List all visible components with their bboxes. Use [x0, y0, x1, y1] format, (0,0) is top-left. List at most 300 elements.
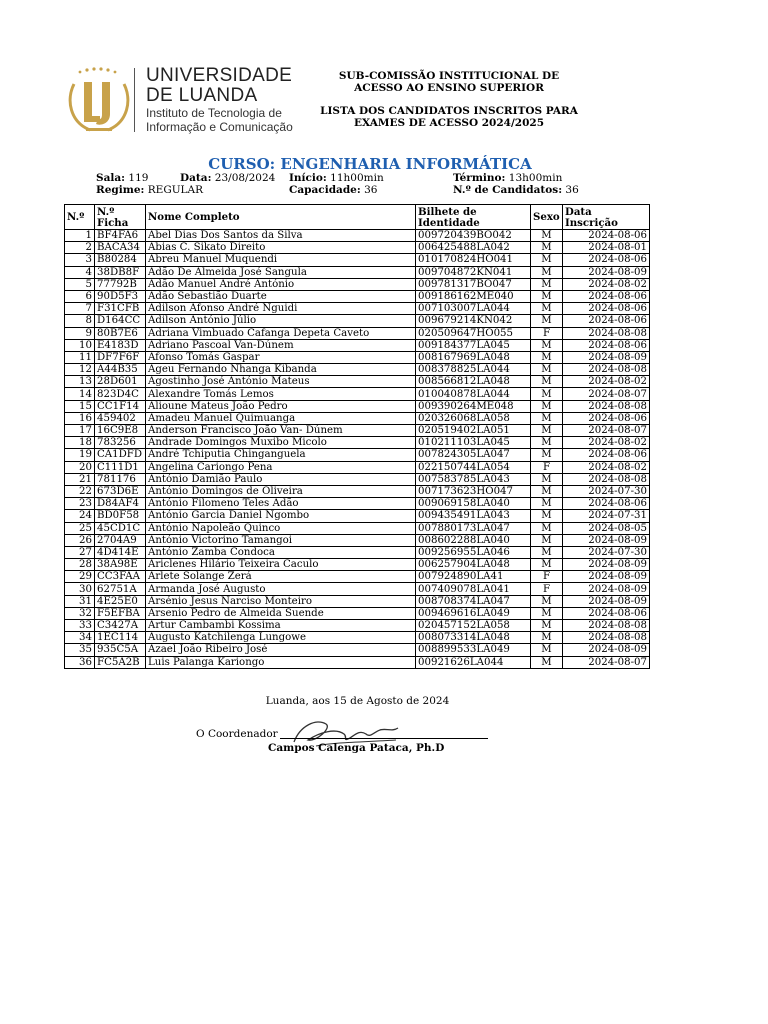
table-row: [65, 327, 650, 339]
table-row: [65, 461, 650, 473]
candidates-label: N.º de Candidatos:: [453, 184, 563, 196]
cell-name: António Domingos de Oliveira: [146, 485, 416, 497]
cell-sex: M: [531, 522, 563, 534]
cell-number: 29: [65, 571, 95, 583]
commission-header: [320, 70, 578, 94]
candidates-table: [64, 204, 650, 669]
cell-name: André Tchiputia Chinganguela: [146, 449, 416, 461]
cell-number: 6: [65, 290, 95, 302]
cell-name: Angelina Cariongo Pena: [146, 461, 416, 473]
cell-id: 009720439BO042: [416, 230, 531, 242]
list-title-line2: EXAMES DE ACESSO 2024/2025: [353, 117, 545, 129]
cell-id: 009390264ME048: [416, 400, 531, 412]
cell-sex: M: [531, 388, 563, 400]
cell-date: 2024-08-09: [563, 595, 650, 607]
date-info: [180, 172, 275, 184]
cell-sex: M: [531, 290, 563, 302]
cell-id: 008167969LA048: [416, 351, 531, 363]
table-row: [65, 339, 650, 351]
cell-number: 21: [65, 473, 95, 485]
cell-date: 2024-07-30: [563, 485, 650, 497]
table-row: [65, 595, 650, 607]
cell-date: 2024-08-07: [563, 656, 650, 668]
cell-id: 007409078LA041: [416, 583, 531, 595]
cell-id: 007880173LA047: [416, 522, 531, 534]
cell-id: 007924890LA41: [416, 571, 531, 583]
cell-name: Adão Sebastião Duarte: [146, 290, 416, 302]
table-row: [65, 351, 650, 363]
cell-sex: M: [531, 376, 563, 388]
cell-ficha: 90D5F3: [95, 290, 146, 302]
table-row: [65, 583, 650, 595]
cell-sex: M: [531, 534, 563, 546]
cell-id: 022150744LA054: [416, 461, 531, 473]
cell-sex: M: [531, 656, 563, 668]
table-row: [65, 412, 650, 424]
cell-ficha: B80284: [95, 254, 146, 266]
cell-id: 008602288LA040: [416, 534, 531, 546]
cell-date: 2024-08-08: [563, 632, 650, 644]
cell-name: Anderson Francisco João Van- Dúnem: [146, 425, 416, 437]
header-date: Data Inscrição: [563, 205, 650, 230]
cell-id: 020509647HO055: [416, 327, 531, 339]
cell-name: Artur Cambambi Kossima: [146, 620, 416, 632]
cell-sex: F: [531, 327, 563, 339]
cell-number: 1: [65, 230, 95, 242]
cell-id: 009184377LA045: [416, 339, 531, 351]
cell-ficha: FC5A2B: [95, 656, 146, 668]
cell-id: 009704872KN041: [416, 266, 531, 278]
table-row: [65, 315, 650, 327]
cell-name: António Zamba Condoca: [146, 546, 416, 558]
cell-id: 009781317BO047: [416, 278, 531, 290]
cell-sex: M: [531, 412, 563, 424]
cell-id: 010211103LA045: [416, 437, 531, 449]
cell-sex: M: [531, 546, 563, 558]
cell-ficha: 781176: [95, 473, 146, 485]
cell-sex: M: [531, 315, 563, 327]
cell-sex: M: [531, 473, 563, 485]
cell-date: 2024-08-09: [563, 534, 650, 546]
cell-ficha: 62751A: [95, 583, 146, 595]
cell-number: 36: [65, 656, 95, 668]
cell-number: 24: [65, 510, 95, 522]
cell-number: 19: [65, 449, 95, 461]
cell-sex: M: [531, 510, 563, 522]
cell-number: 5: [65, 278, 95, 290]
room-info: [96, 172, 148, 184]
table-row: [65, 254, 650, 266]
cell-ficha: DF7F6F: [95, 351, 146, 363]
cell-sex: M: [531, 644, 563, 656]
cell-date: 2024-08-06: [563, 254, 650, 266]
table-row: [65, 607, 650, 619]
cell-id: 007103007LA044: [416, 303, 531, 315]
cell-ficha: F5EFBA: [95, 607, 146, 619]
cell-ficha: CC1F14: [95, 400, 146, 412]
cell-ficha: 77792B: [95, 278, 146, 290]
cell-number: 23: [65, 498, 95, 510]
cell-date: 2024-08-06: [563, 303, 650, 315]
university-logo-icon: [64, 66, 134, 136]
start-value: 11h00min: [330, 172, 384, 184]
cell-name: Adriana Vimbuado Cafanga Depeta Caveto: [146, 327, 416, 339]
table-row: [65, 437, 650, 449]
cell-ficha: 673D6E: [95, 485, 146, 497]
cell-ficha: BF4FA6: [95, 230, 146, 242]
institute-name-line1: Instituto de Tecnologia de: [146, 106, 282, 120]
signature-line: [280, 738, 488, 739]
regime-value: REGULAR: [147, 184, 204, 196]
cell-number: 22: [65, 485, 95, 497]
table-row: [65, 278, 650, 290]
cell-name: Ariclenes Hilário Teixeira Caculo: [146, 559, 416, 571]
cell-date: 2024-08-02: [563, 278, 650, 290]
cell-ficha: 80B7E6: [95, 327, 146, 339]
cell-number: 28: [65, 559, 95, 571]
regime-label: Regime:: [96, 184, 145, 196]
cell-number: 8: [65, 315, 95, 327]
logo-divider: [134, 68, 135, 132]
cell-ficha: 4E25E0: [95, 595, 146, 607]
cell-name: Armanda José Augusto: [146, 583, 416, 595]
cell-date: 2024-08-08: [563, 620, 650, 632]
end-label: Término:: [453, 172, 506, 184]
cell-number: 9: [65, 327, 95, 339]
cell-date: 2024-08-08: [563, 400, 650, 412]
cell-date: 2024-08-06: [563, 339, 650, 351]
cell-name: Ageu Fernando Nhanga Kibanda: [146, 364, 416, 376]
cell-sex: M: [531, 437, 563, 449]
cell-date: 2024-08-07: [563, 388, 650, 400]
cell-name: Azael João Ribeiro José: [146, 644, 416, 656]
cell-id: 009435491LA043: [416, 510, 531, 522]
cell-number: 35: [65, 644, 95, 656]
cell-ficha: 28D601: [95, 376, 146, 388]
cell-ficha: F31CFB: [95, 303, 146, 315]
cell-ficha: 38A98E: [95, 559, 146, 571]
cell-number: 17: [65, 425, 95, 437]
cell-number: 13: [65, 376, 95, 388]
table-row: [65, 230, 650, 242]
cell-ficha: 16C9E8: [95, 425, 146, 437]
cell-sex: M: [531, 339, 563, 351]
cell-id: 007173623HO047: [416, 485, 531, 497]
cell-ficha: BACA34: [95, 242, 146, 254]
cell-id: 008378825LA044: [416, 364, 531, 376]
cell-ficha: BD0F58: [95, 510, 146, 522]
cell-number: 18: [65, 437, 95, 449]
cell-name: António Napoleão Quinco: [146, 522, 416, 534]
cell-name: António Damião Paulo: [146, 473, 416, 485]
cell-ficha: 823D4C: [95, 388, 146, 400]
cell-name: Arlete Solange Zerá: [146, 571, 416, 583]
cell-sex: F: [531, 461, 563, 473]
cell-sex: M: [531, 266, 563, 278]
cell-sex: M: [531, 364, 563, 376]
table-row: [65, 388, 650, 400]
cell-id: 009069158LA040: [416, 498, 531, 510]
table-row: [65, 376, 650, 388]
header-sex: Sexo: [531, 205, 563, 230]
cell-id: 008566812LA048: [416, 376, 531, 388]
candidates-value: 36: [565, 184, 579, 196]
table-header-row: [65, 205, 650, 230]
cell-id: 006257904LA048: [416, 559, 531, 571]
cell-date: 2024-08-06: [563, 498, 650, 510]
cell-number: 33: [65, 620, 95, 632]
cell-name: Abias C. Sikato Direito: [146, 242, 416, 254]
cell-id: 007583785LA043: [416, 473, 531, 485]
commission-line2: ACESSO AO ENSINO SUPERIOR: [354, 82, 544, 94]
cell-sex: M: [531, 303, 563, 315]
start-label: Início:: [289, 172, 327, 184]
room-label: Sala:: [96, 172, 126, 184]
cell-sex: M: [531, 351, 563, 363]
table-row: [65, 522, 650, 534]
table-row: [65, 425, 650, 437]
regime-info: [96, 184, 203, 196]
cell-ficha: A44B35: [95, 364, 146, 376]
cell-number: 27: [65, 546, 95, 558]
cell-name: Andrade Domingos Muxibo Micolo: [146, 437, 416, 449]
table-row: [65, 559, 650, 571]
table-row: [65, 632, 650, 644]
cell-date: 2024-08-06: [563, 315, 650, 327]
cell-id: 008073314LA048: [416, 632, 531, 644]
cell-name: Alexandre Tomás Lemos: [146, 388, 416, 400]
header-ficha: N.º Ficha: [95, 205, 146, 230]
table-row: [65, 534, 650, 546]
cell-date: 2024-07-30: [563, 546, 650, 558]
end-info: [453, 172, 562, 184]
cell-sex: F: [531, 571, 563, 583]
cell-date: 2024-08-06: [563, 230, 650, 242]
cell-name: António Filomeno Teles Adão: [146, 498, 416, 510]
university-name-line2: DE LUANDA: [146, 85, 258, 106]
table-body: [65, 230, 650, 669]
place-date: Luanda, aos 15 de Agosto de 2024: [265, 695, 450, 707]
cell-number: 12: [65, 364, 95, 376]
table-row: [65, 449, 650, 461]
cell-number: 26: [65, 534, 95, 546]
header-number: N.º: [65, 205, 95, 230]
cell-ficha: 459402: [95, 412, 146, 424]
cell-id: 010170824HO041: [416, 254, 531, 266]
cell-date: 2024-08-08: [563, 327, 650, 339]
start-info: [289, 172, 384, 184]
cell-id: 020519402LA051: [416, 425, 531, 437]
cell-date: 2024-08-02: [563, 437, 650, 449]
cell-ficha: 935C5A: [95, 644, 146, 656]
cell-number: 20: [65, 461, 95, 473]
cell-number: 11: [65, 351, 95, 363]
cell-name: Augusto Katchilenga Lungowe: [146, 632, 416, 644]
cell-date: 2024-08-06: [563, 449, 650, 461]
institute-name-line2: Informação e Comunicação: [146, 120, 293, 134]
cell-ficha: 1EC114: [95, 632, 146, 644]
cell-date: 2024-08-09: [563, 583, 650, 595]
cell-ficha: CC3FAA: [95, 571, 146, 583]
cell-date: 2024-08-02: [563, 376, 650, 388]
cell-name: Alioune Mateus João Pedro: [146, 400, 416, 412]
table-row: [65, 485, 650, 497]
table-row: [65, 656, 650, 668]
date-value: 23/08/2024: [214, 172, 276, 184]
cell-name: Amadeu Manuel Quimuanga: [146, 412, 416, 424]
cell-ficha: 45CD1C: [95, 522, 146, 534]
cell-number: 25: [65, 522, 95, 534]
cell-ficha: 783256: [95, 437, 146, 449]
cell-id: 009469616LA049: [416, 607, 531, 619]
cell-id: 009186162ME040: [416, 290, 531, 302]
cell-date: 2024-08-09: [563, 559, 650, 571]
cell-sex: M: [531, 400, 563, 412]
cell-number: 32: [65, 607, 95, 619]
cell-sex: M: [531, 632, 563, 644]
cell-sex: M: [531, 242, 563, 254]
university-name-block: [146, 66, 293, 134]
cell-date: 2024-08-02: [563, 461, 650, 473]
cell-name: Arsenio Pedro de Almeida Suende: [146, 607, 416, 619]
cell-date: 2024-08-09: [563, 644, 650, 656]
cell-number: 2: [65, 242, 95, 254]
cell-sex: M: [531, 449, 563, 461]
cell-name: António Victorino Tamangoi: [146, 534, 416, 546]
cell-date: 2024-08-08: [563, 364, 650, 376]
cell-date: 2024-08-09: [563, 351, 650, 363]
cell-sex: M: [531, 595, 563, 607]
date-label: Data:: [180, 172, 212, 184]
table-row: [65, 290, 650, 302]
cell-name: Abel Dias Dos Santos da Silva: [146, 230, 416, 242]
commission-line1: SUB-COMISSÃO INSTITUCIONAL DE: [338, 70, 560, 82]
table-row: [65, 498, 650, 510]
cell-id: 020457152LA058: [416, 620, 531, 632]
cell-number: 34: [65, 632, 95, 644]
table-row: [65, 266, 650, 278]
table-row: [65, 473, 650, 485]
end-value: 13h00min: [508, 172, 563, 184]
cell-sex: M: [531, 485, 563, 497]
coordinator-name: Campos Calenga Pataca, Ph.D: [268, 742, 445, 754]
cell-sex: M: [531, 498, 563, 510]
room-value: 119: [128, 172, 149, 184]
cell-date: 2024-08-08: [563, 473, 650, 485]
cell-number: 4: [65, 266, 95, 278]
capacity-info: [289, 184, 377, 196]
cell-sex: M: [531, 607, 563, 619]
list-title-line1: LISTA DOS CANDIDATOS INSCRITOS PARA: [320, 105, 578, 117]
cell-ficha: 38DB8F: [95, 266, 146, 278]
cell-id: 00921626LA044: [416, 656, 531, 668]
cell-name: Agostinho José António Mateus: [146, 376, 416, 388]
candidates-info: [453, 184, 579, 196]
cell-ficha: 4D414E: [95, 546, 146, 558]
cell-ficha: 2704A9: [95, 534, 146, 546]
header-name: Nome Completo: [146, 205, 416, 230]
cell-name: Arsénio Jesus Narciso Monteiro: [146, 595, 416, 607]
cell-sex: M: [531, 425, 563, 437]
cell-date: 2024-08-01: [563, 242, 650, 254]
cell-date: 2024-07-31: [563, 510, 650, 522]
table-row: [65, 303, 650, 315]
cell-ficha: D84AF4: [95, 498, 146, 510]
table-row: [65, 571, 650, 583]
cell-number: 7: [65, 303, 95, 315]
cell-id: 008899533LA049: [416, 644, 531, 656]
cell-sex: M: [531, 278, 563, 290]
capacity-value: 36: [364, 184, 378, 196]
table-row: [65, 644, 650, 656]
cell-number: 10: [65, 339, 95, 351]
table-row: [65, 400, 650, 412]
cell-name: António Garcia Daniel Ngombo: [146, 510, 416, 522]
cell-ficha: CA1DFD: [95, 449, 146, 461]
coordinator-label: O Coordenador: [196, 728, 278, 740]
cell-date: 2024-08-06: [563, 607, 650, 619]
table-row: [65, 546, 650, 558]
list-title: [320, 105, 578, 129]
cell-ficha: D164CC: [95, 315, 146, 327]
cell-sex: M: [531, 254, 563, 266]
cell-name: Adão De Almeida José Sangula: [146, 266, 416, 278]
cell-id: 020326068LA058: [416, 412, 531, 424]
cell-date: 2024-08-07: [563, 425, 650, 437]
cell-id: 009256955LA046: [416, 546, 531, 558]
cell-name: Afonso Tomás Gaspar: [146, 351, 416, 363]
table-row: [65, 242, 650, 254]
cell-ficha: C3427A: [95, 620, 146, 632]
table-row: [65, 620, 650, 632]
cell-id: 006425488LA042: [416, 242, 531, 254]
cell-sex: M: [531, 559, 563, 571]
cell-number: 30: [65, 583, 95, 595]
cell-number: 31: [65, 595, 95, 607]
cell-ficha: E4183D: [95, 339, 146, 351]
cell-name: Adilson António Júlio: [146, 315, 416, 327]
cell-number: 14: [65, 388, 95, 400]
capacity-label: Capacidade:: [289, 184, 361, 196]
header-id: Bilhete de Identidade: [416, 205, 531, 230]
cell-name: Adriano Pascoal Van-Dúnem: [146, 339, 416, 351]
cell-name: Abreu Manuel Muquendi: [146, 254, 416, 266]
cell-number: 3: [65, 254, 95, 266]
cell-date: 2024-08-05: [563, 522, 650, 534]
cell-id: 009679214KN042: [416, 315, 531, 327]
cell-sex: F: [531, 583, 563, 595]
cell-number: 16: [65, 412, 95, 424]
cell-name: Luis Palanga Kariongo: [146, 656, 416, 668]
cell-date: 2024-08-09: [563, 571, 650, 583]
cell-name: Adão Manuel André António: [146, 278, 416, 290]
university-name-line1: UNIVERSIDADE: [146, 65, 293, 86]
cell-id: 007824305LA047: [416, 449, 531, 461]
cell-ficha: C111D1: [95, 461, 146, 473]
cell-date: 2024-08-09: [563, 266, 650, 278]
course-title: CURSO: ENGENHARIA INFORMÁTICA: [208, 155, 532, 173]
cell-id: 010040878LA044: [416, 388, 531, 400]
cell-sex: M: [531, 620, 563, 632]
cell-sex: M: [531, 230, 563, 242]
table-row: [65, 510, 650, 522]
cell-date: 2024-08-06: [563, 412, 650, 424]
cell-name: Adilson Afonso André Nguidi: [146, 303, 416, 315]
cell-number: 15: [65, 400, 95, 412]
cell-id: 008708374LA047: [416, 595, 531, 607]
table-row: [65, 364, 650, 376]
cell-date: 2024-08-06: [563, 290, 650, 302]
